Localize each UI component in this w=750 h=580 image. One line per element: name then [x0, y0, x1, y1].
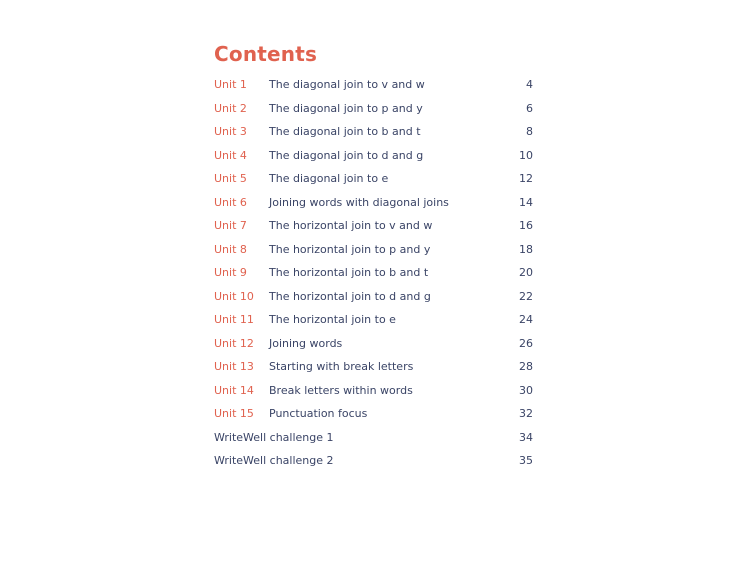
toc-entry-challenge-1[interactable] — [214, 429, 534, 453]
toc-entry-unit-6[interactable] — [214, 194, 534, 218]
unit-title: Starting with break letters — [269, 360, 414, 373]
toc-entry-challenge-2[interactable] — [214, 452, 534, 476]
toc-entry-unit-15[interactable] — [214, 405, 534, 429]
toc-entry-unit-11[interactable] — [214, 311, 534, 335]
page-number: 18 — [519, 242, 533, 256]
unit-label: Unit 15 — [214, 407, 254, 420]
unit-label: Unit 5 — [214, 172, 247, 185]
unit-label: Unit 1 — [214, 78, 247, 91]
toc-entry-unit-10[interactable] — [214, 288, 534, 312]
page-number: 14 — [519, 195, 533, 209]
unit-label: Unit 7 — [214, 219, 247, 232]
page-number: 6 — [526, 101, 533, 115]
toc-entry-unit-12[interactable] — [214, 335, 534, 359]
unit-title: The horizontal join to p and y — [269, 242, 431, 256]
unit-title: The diagonal join to d and g — [269, 148, 424, 162]
unit-label: Unit 3 — [214, 125, 247, 138]
challenge-title: WriteWell challenge 2 — [214, 454, 334, 467]
page-number: 20 — [519, 266, 533, 279]
page-number: 8 — [526, 125, 533, 138]
unit-title: The horizontal join to b and t — [269, 266, 429, 279]
page-number: 12 — [519, 172, 533, 185]
unit-label: Unit 14 — [214, 383, 254, 397]
unit-title: Break letters within words — [269, 383, 413, 397]
unit-label: Unit 12 — [214, 336, 254, 350]
toc-entry-unit-1[interactable] — [214, 76, 534, 100]
unit-title: The horizontal join to e — [269, 313, 396, 326]
unit-label: Unit 4 — [214, 148, 247, 162]
page-number: 34 — [519, 430, 533, 444]
page-number: 10 — [519, 148, 533, 162]
unit-label: Unit 8 — [214, 242, 247, 256]
toc-entry-unit-9[interactable] — [214, 264, 534, 288]
page-number: 35 — [519, 454, 533, 467]
unit-label: Unit 2 — [214, 101, 247, 115]
unit-title: Joining words with diagonal joins — [269, 195, 449, 209]
page-number: 22 — [519, 289, 533, 303]
unit-label: Unit 13 — [214, 360, 254, 373]
challenge-title: WriteWell challenge 1 — [214, 430, 334, 444]
unit-label: Unit 6 — [214, 195, 247, 209]
page-number: 16 — [519, 219, 533, 232]
toc-entry-unit-7[interactable] — [214, 217, 534, 241]
unit-title: Joining words — [269, 336, 343, 350]
page-number: 4 — [526, 78, 533, 91]
unit-title: The diagonal join to b and t — [269, 125, 421, 138]
page-title: Contents — [214, 42, 318, 66]
page-number: 26 — [519, 336, 533, 350]
page-number: 28 — [519, 360, 533, 373]
page-number: 24 — [519, 313, 533, 326]
toc-entry-unit-13[interactable] — [214, 358, 534, 382]
toc-entry-unit-5[interactable] — [214, 170, 534, 194]
unit-title: The diagonal join to v and w — [269, 78, 425, 91]
toc-entry-unit-14[interactable] — [214, 382, 534, 406]
unit-title: The diagonal join to e — [269, 172, 389, 185]
unit-title: The horizontal join to d and g — [269, 289, 431, 303]
toc-entry-unit-2[interactable] — [214, 100, 534, 124]
toc-entry-unit-3[interactable] — [214, 123, 534, 147]
page-number: 30 — [519, 383, 533, 397]
unit-label: Unit 10 — [214, 289, 254, 303]
unit-title: The diagonal join to p and y — [269, 101, 423, 115]
unit-label: Unit 9 — [214, 266, 247, 279]
unit-label: Unit 11 — [214, 313, 254, 326]
page-number: 32 — [519, 407, 533, 420]
unit-title: Punctuation focus — [269, 407, 368, 420]
unit-title: The horizontal join to v and w — [269, 219, 433, 232]
toc-entry-unit-8[interactable] — [214, 241, 534, 265]
table-of-contents — [214, 76, 534, 476]
toc-entry-unit-4[interactable] — [214, 147, 534, 171]
